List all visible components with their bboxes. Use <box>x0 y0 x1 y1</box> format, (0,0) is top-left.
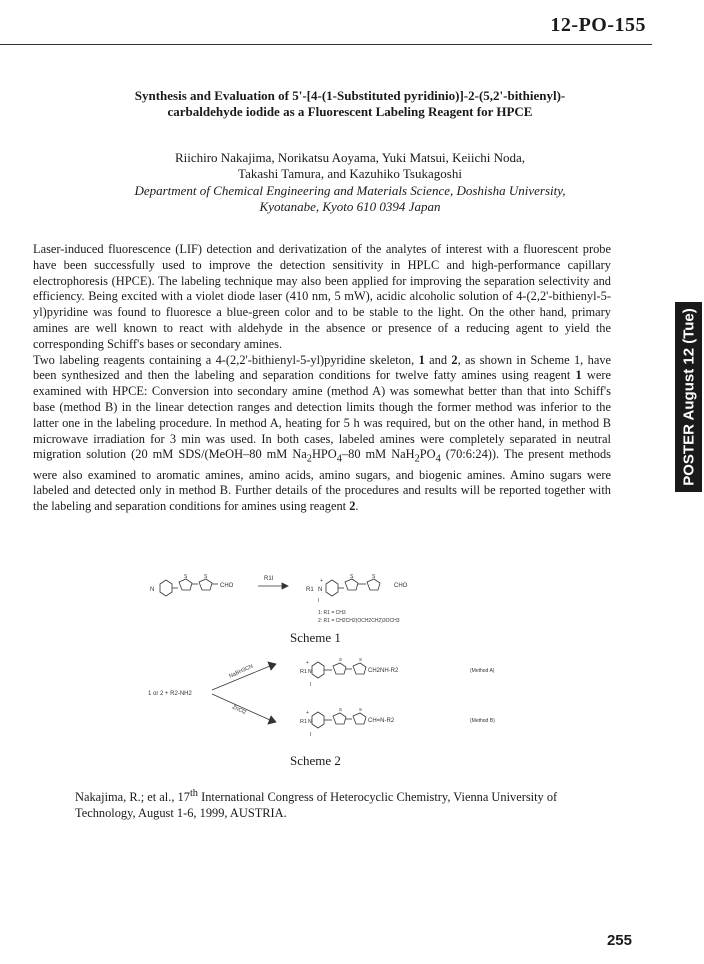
scheme1-s: S <box>204 574 208 580</box>
abstract-paragraph-2 <box>33 353 611 515</box>
p2-text: PO <box>419 447 436 462</box>
reference-superscript: th <box>189 788 198 799</box>
reference <box>75 786 605 822</box>
scheme2-product-b-r1: R1 <box>300 719 308 725</box>
p2-compound-ref: 2 <box>349 499 356 514</box>
scheme-2-caption: Scheme 2 <box>290 753 341 768</box>
scheme-1-caption: Scheme 1 <box>290 630 341 645</box>
scheme1-def-2: 2: R1 = CH2CH2(OCH2CH2)3OCH3 <box>318 618 400 624</box>
p2-compound-ref: 1 <box>418 352 425 367</box>
session-code: 12-PO-155 <box>550 14 646 36</box>
authors-line-2: Takashi Tamura, and Kazuhiko Tsukagoshi <box>238 166 462 181</box>
scheme2-iodide: I <box>310 682 312 688</box>
scheme-1-diagram <box>140 568 470 628</box>
scheme2-s: S <box>339 657 343 662</box>
p2-text: and <box>424 352 452 367</box>
affiliation-line-1: Department of Chemical Engineering and Materials Science, Doshisha University, <box>134 183 566 198</box>
scheme1-product-r: R1 <box>306 587 314 593</box>
scheme2-method-b: (Method B) <box>470 718 495 724</box>
affiliation-line-2: Kyotanabe, Kyoto 610 0394 Japan <box>259 199 441 214</box>
reference-authors: Nakajima, R.; et al., 17 <box>75 790 190 805</box>
authors <box>60 150 640 182</box>
thiophene-ring <box>333 663 346 674</box>
thiophene-ring <box>333 713 346 724</box>
scheme2-product-b-end: CH=N-R2 <box>368 718 395 724</box>
scheme1-s: S <box>350 574 354 580</box>
paper-title <box>70 88 630 120</box>
thiophene-ring <box>199 579 212 590</box>
scheme2-plus: + <box>306 710 309 716</box>
thiophene-ring <box>179 579 192 590</box>
scheme2-plus: + <box>306 660 309 666</box>
thiophene-ring <box>353 713 366 724</box>
p2-text: were examined with HPCE: Conversion into secondary amine (method A) was somewhat better than that into Schiff's base (method B) in the linear detection ranges and detection limits though the former method was inferior to the latter one in the labeling procedure. In method A, heating for 5 h was required, but on the other hand, in method B microwave irradiation for 3 min was used. In both cases, labeled amines were completely separated in neutral migration solution (20 mM SDS/(MeOH–80 mM Na <box>33 368 611 462</box>
pyridinium-ring <box>312 712 324 728</box>
scheme1-start-cho: CHO <box>220 583 234 589</box>
scheme1-def-1: 1: R1 = CH3 <box>318 610 346 616</box>
abstract-body <box>33 242 611 515</box>
scheme2-product-a-r1: R1 <box>300 669 308 675</box>
p2-subscript: 2 <box>306 453 312 465</box>
p2-text: , as shown in Scheme 1, have been synthesized and then the labeling and separation conditions for twelve fatty amines using reagent <box>33 352 612 383</box>
scheme2-n: N <box>308 669 312 675</box>
scheme2-reactants: 1 or 2 + R2-NH2 <box>148 691 192 697</box>
abstract-paragraph-1: Laser-induced fluorescence (LIF) detection and derivatization of the analytes of interest with a fluorescent probe have been successfully used to improve the detection sensitivity in HPLC and high-performance capillary electrophoresis (HPCE). The labeling technique may also been applied for improving the separation selectivity and efficiency. Being excited with a violet diode laser (410 nm, 5 mW), acidic alcoholic solution of 4-(2,2'-bithienyl-5-yl)pyridine was found to fluoresce a blue-green color and to be stable to the light. On the other hand, primary amines are well known to react with aldehyde in the absence or presence of a reducing agent to yield the corresponding Schiff's bases or secondary amines. <box>33 242 611 351</box>
scheme1-reagent: R1I <box>264 576 274 582</box>
pyridine-ring <box>160 580 172 596</box>
scheme2-s: S <box>359 657 363 662</box>
p2-subscript: 4 <box>435 453 441 465</box>
scheme2-reagent-a: NaBH3CN <box>228 663 255 680</box>
scheme2-n: N <box>308 719 312 725</box>
thiophene-ring <box>345 579 358 590</box>
scheme2-iodide: I <box>310 732 312 738</box>
session-side-tab-label: POSTER August 12 (Tue) <box>680 308 698 486</box>
scheme1-s: S <box>184 574 188 580</box>
scheme2-method-a: (Method A) <box>470 668 495 674</box>
pyridinium-ring <box>312 662 324 678</box>
reference-rest: International Congress of Heterocyclic Chemistry, Vienna University of Technology, August 1-6, 1999, AUSTRIA. <box>75 790 558 820</box>
authors-line-1: Riichiro Nakajima, Norikatsu Aoyama, Yuki Matsui, Keiichi Noda, <box>174 150 526 165</box>
thiophene-ring <box>367 579 380 590</box>
p2-compound-ref: 2 <box>451 352 458 367</box>
scheme1-plus: + <box>320 578 323 584</box>
title-line-1: Synthesis and Evaluation of 5'-[4-(1-Substituted pyridinio)]-2-(5,2'-bithienyl)- <box>134 88 566 103</box>
page-number: 255 <box>606 932 632 949</box>
title-line-2: carbaldehyde iodide as a Fluorescent Labeling Reagent for HPCE <box>167 104 533 119</box>
p2-compound-ref: 1 <box>575 368 582 383</box>
scheme-2-diagram <box>140 650 540 750</box>
pyridinium-ring <box>326 580 338 596</box>
scheme2-product-a-end: CH2NH-R2 <box>368 668 399 674</box>
p2-text: HPO <box>311 447 337 462</box>
scheme1-iodide: I <box>318 598 320 604</box>
arrow-head <box>282 583 288 589</box>
thiophene-ring <box>353 663 366 674</box>
scheme2-s: S <box>339 707 343 712</box>
scheme1-product-n: N <box>318 587 323 593</box>
scheme2-reagent-b: ZnCl2 <box>231 704 247 717</box>
header-rule <box>0 44 652 45</box>
p2-text: . <box>355 499 359 514</box>
scheme2-s: S <box>359 707 363 712</box>
scheme1-product-cho: CHO <box>394 583 408 589</box>
scheme1-s: S <box>372 574 376 580</box>
affiliation <box>60 183 640 215</box>
scheme1-n: N <box>150 587 155 593</box>
p2-subscript: 2 <box>414 453 420 465</box>
p2-text: Two labeling reagents containing a 4-(2,2'-bithienyl-5-yl)pyridine skeleton, <box>33 352 419 367</box>
p2-text: (70:6:24)). The present methods were also examined to aromatic amines, amino acids, amino sugars, and biogenic amines. Amino sugars were labeled and detected only in method B. Further details of the procedures and results will be reported together with the labeling and separation conditions for amines using reagent <box>33 447 611 514</box>
p2-text: –80 mM NaH <box>341 447 415 462</box>
p2-subscript: 4 <box>336 453 342 465</box>
